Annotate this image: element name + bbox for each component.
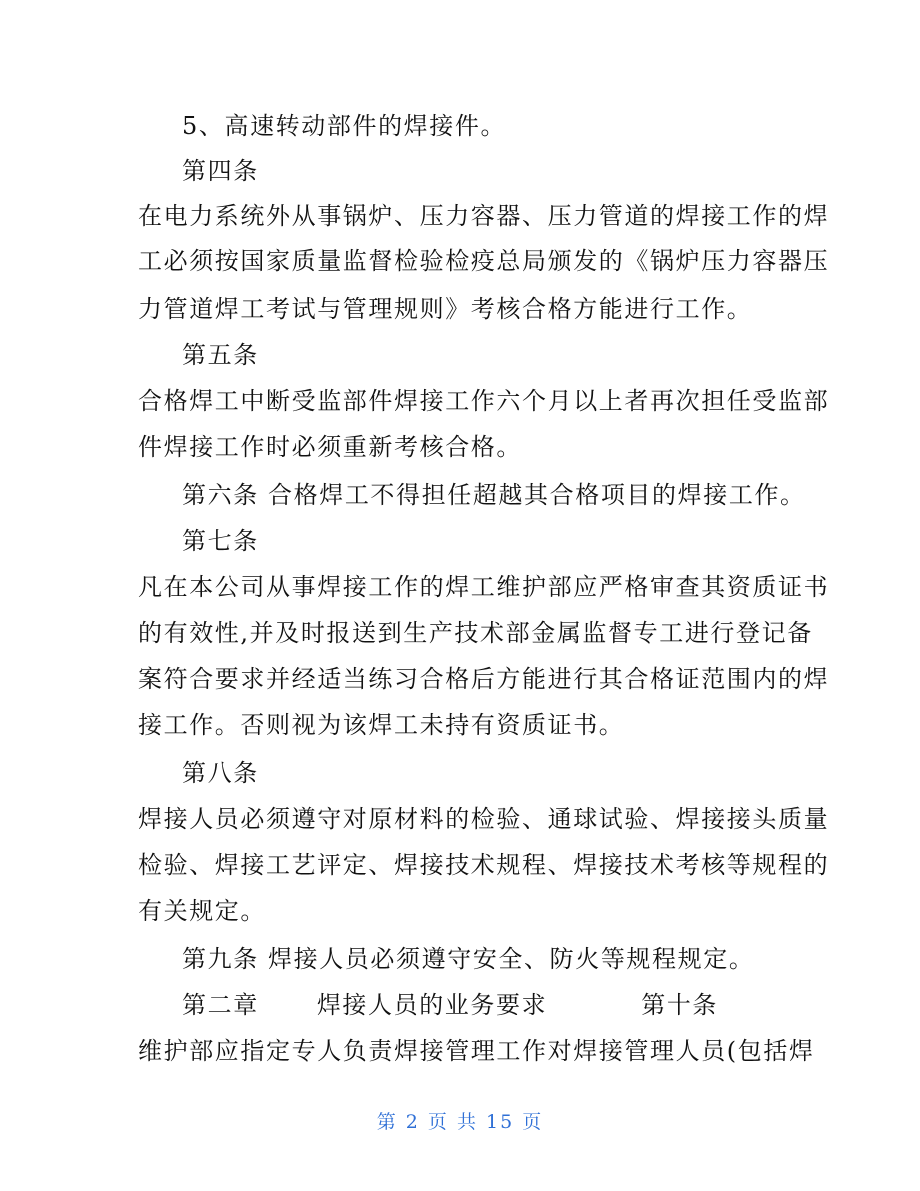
article-heading: 第七条	[182, 527, 259, 555]
text-line: 维护部应指定专人负责焊接管理工作对焊接管理人员(包括焊	[138, 1037, 815, 1065]
article-heading: 第五条	[182, 341, 259, 369]
text-line: 在电力系统外从事锅炉、压力容器、压力管道的焊接工作的焊	[138, 202, 830, 230]
text-line: 有关规定。	[138, 897, 266, 925]
text-line: 接工作。否则视为该焊工未持有资质证书。	[138, 711, 625, 739]
text-line: 5、高速转动部件的焊接件。	[182, 112, 507, 140]
text-line: 件焊接工作时必须重新考核合格。	[138, 433, 522, 461]
text-line: 第六条 合格焊工不得担任超越其合格项目的焊接工作。	[182, 481, 806, 509]
text-line: 检验、焊接工艺评定、焊接技术规程、焊接技术考核等规程的	[138, 851, 830, 879]
text-line: 力管道焊工考试与管理规则》考核合格方能进行工作。	[138, 295, 753, 323]
text-line: 焊接人员必须遵守对原材料的检验、通球试验、焊接接头质量	[138, 805, 830, 833]
text-line: 的有效性,并及时报送到生产技术部金属监督专工进行登记备	[138, 619, 813, 647]
chapter-line	[182, 990, 842, 1020]
chapter-title: 焊接人员的业务要求	[316, 991, 548, 1019]
text-line: 案符合要求并经适当练习合格后方能进行其合格证范围内的焊	[138, 665, 830, 693]
text-line: 第九条 焊接人员必须遵守安全、防火等规程规定。	[182, 945, 755, 973]
article-heading: 第十条	[641, 991, 719, 1019]
page-number-footer: 第 2 页 共 15 页	[376, 1111, 544, 1133]
text-line: 凡在本公司从事焊接工作的焊工维护部应严格审查其资质证书	[138, 573, 830, 601]
text-line: 工必须按国家质量监督检验检疫总局颁发的《锅炉压力容器压	[138, 247, 830, 275]
chapter-number: 第二章	[182, 991, 259, 1019]
article-heading: 第八条	[182, 759, 259, 787]
article-heading: 第四条	[182, 157, 259, 185]
text-line: 合格焊工中断受监部件焊接工作六个月以上者再次担任受监部	[138, 387, 830, 415]
